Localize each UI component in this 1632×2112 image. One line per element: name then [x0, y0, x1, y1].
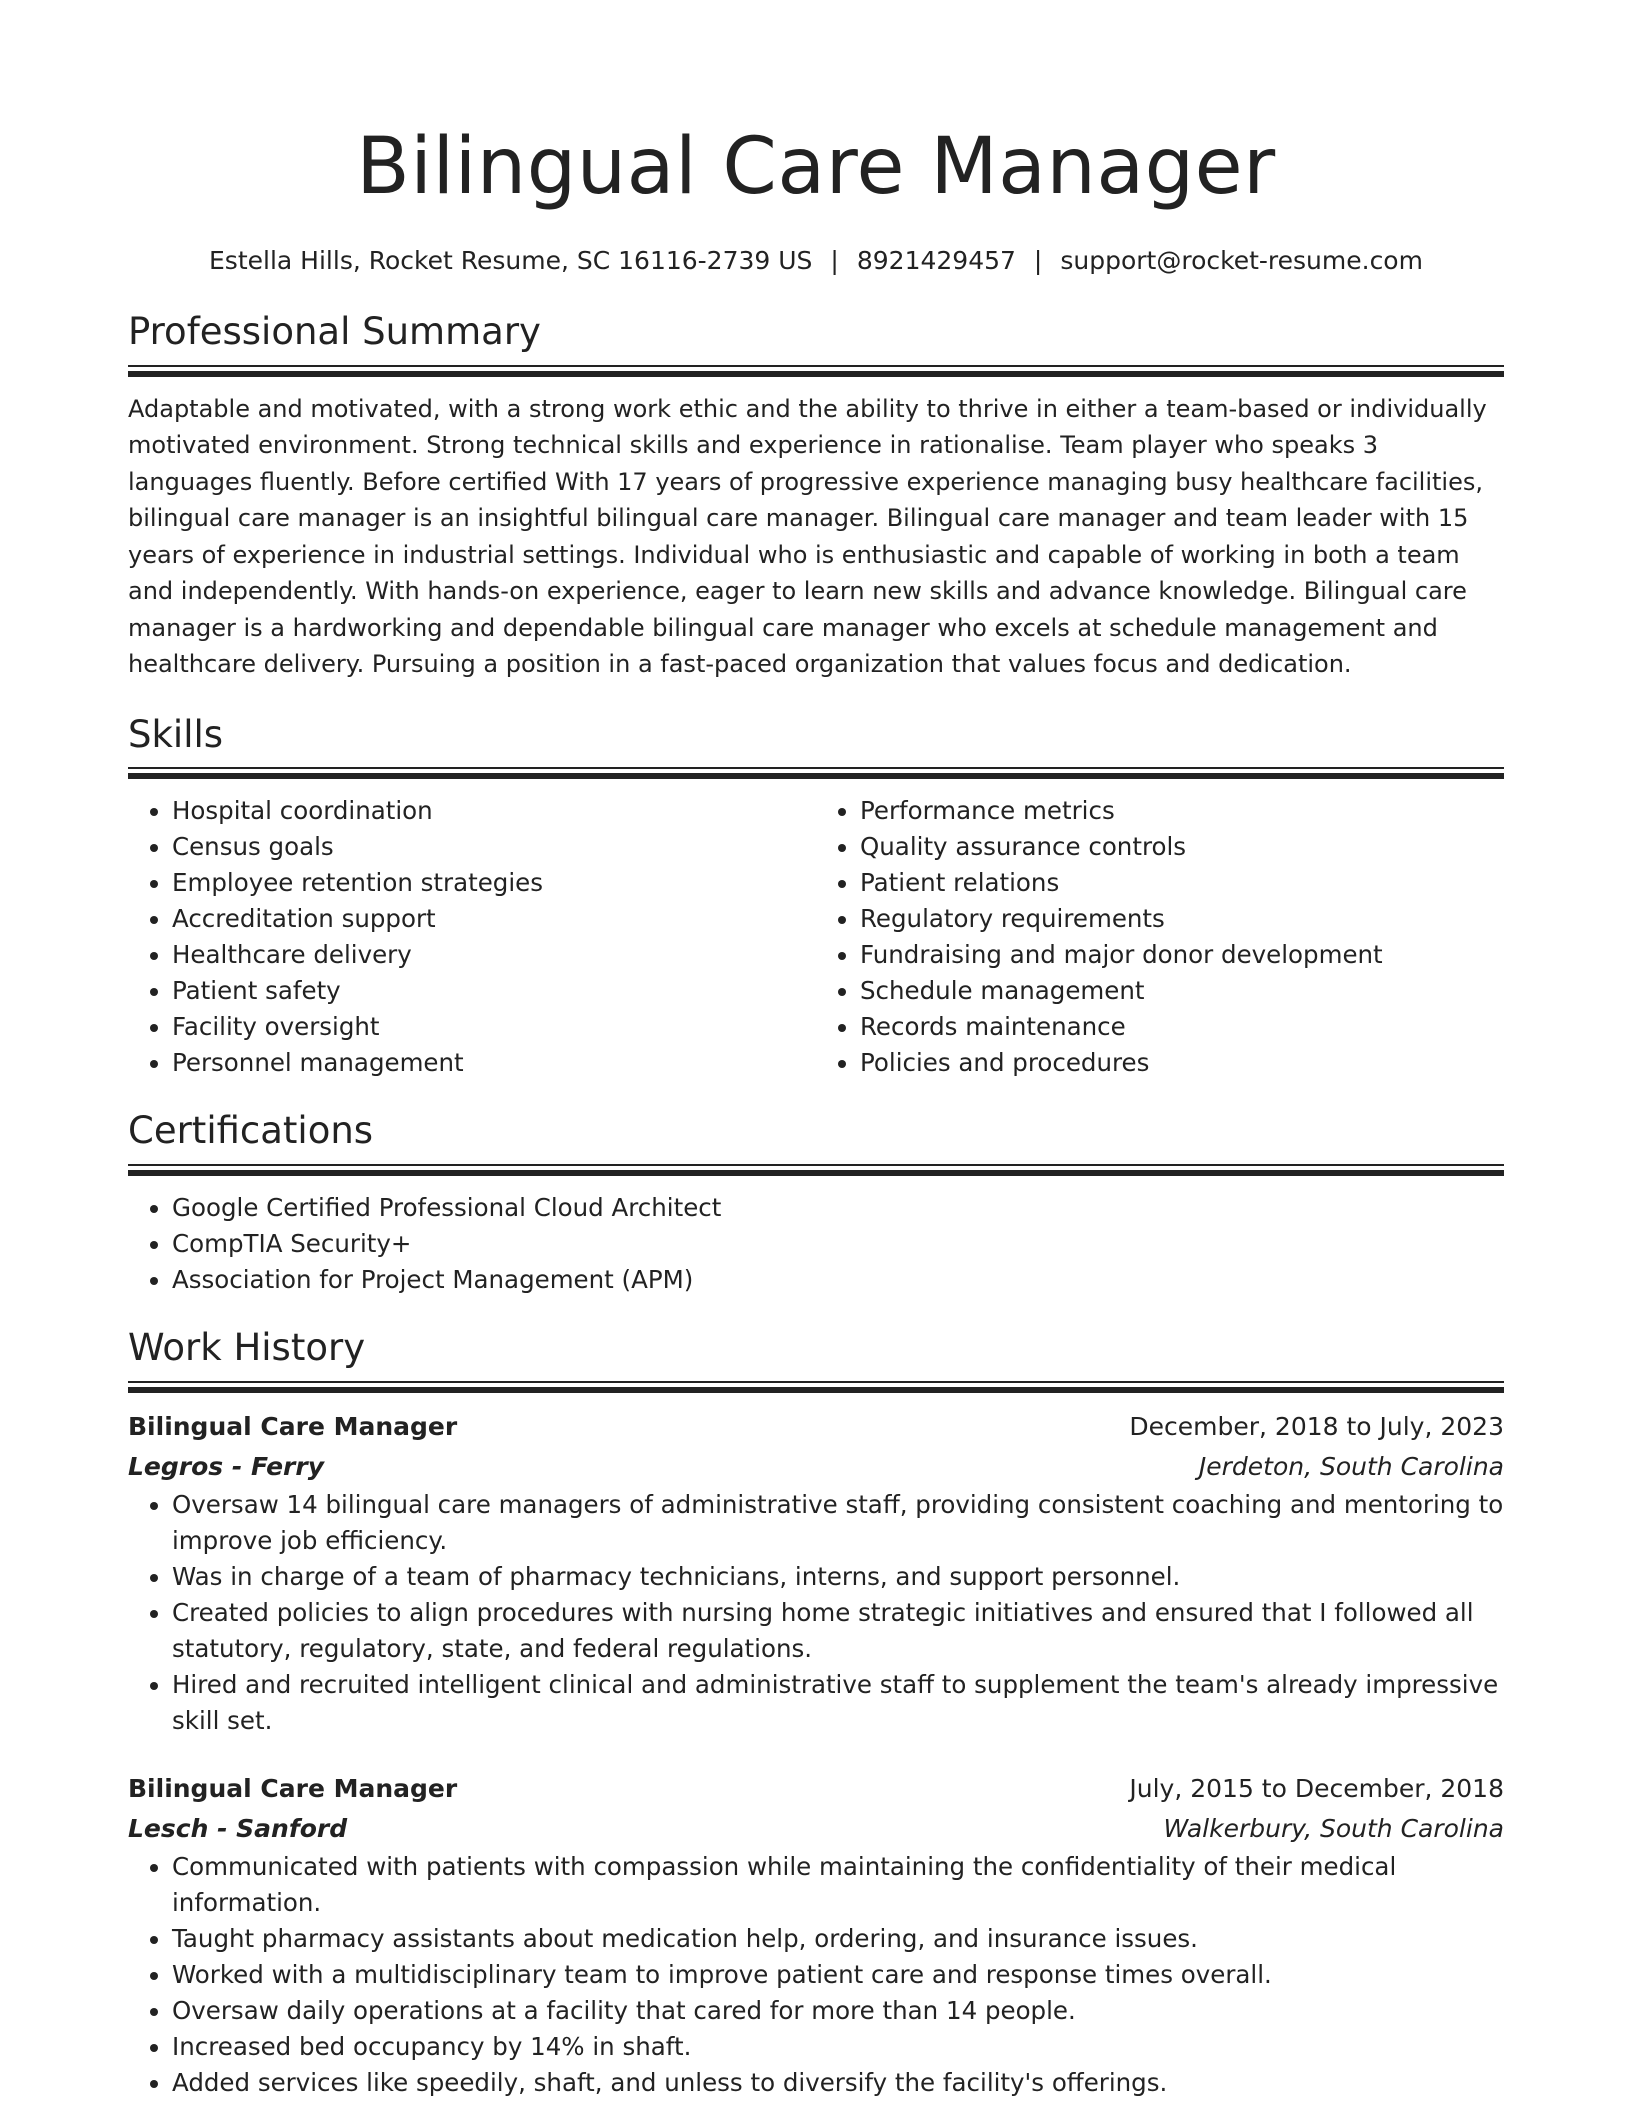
section-divider: [128, 365, 1504, 377]
job-title: Bilingual Care Manager: [128, 1773, 458, 1803]
contact-separator: |: [1033, 246, 1043, 275]
job-location: Walkerbury, South Carolina: [1163, 1813, 1504, 1843]
skill-item: • Census goals: [172, 829, 816, 865]
skills-grid: [128, 793, 1504, 1081]
skill-item: • Schedule management: [860, 973, 1504, 1009]
job-location: Jerdeton, South Carolina: [1198, 1451, 1504, 1481]
certification-item: • Association for Project Management (APM): [172, 1262, 1504, 1298]
skill-item: • Fundraising and major donor development: [860, 937, 1504, 973]
job-entry: [128, 1769, 1504, 2101]
skills-list-right: [816, 793, 1504, 1081]
job-bullets: [128, 1487, 1504, 1739]
contact-email: support@rocket-resume.com: [1060, 246, 1423, 275]
job-bullet: • Increased bed occupancy by 14% in shaft.: [172, 2029, 1504, 2065]
job-header: [128, 1769, 1504, 1809]
job-bullet: • Created policies to align procedures with nursing home strategic initiatives and ensured that I followed all statutory, regulatory, state, and federal regulations.: [172, 1595, 1504, 1667]
section-divider: [128, 1164, 1504, 1176]
job-bullet: • Taught pharmacy assistants about medication help, ordering, and insurance issues.: [172, 1921, 1504, 1957]
contact-address: Estella Hills, Rocket Resume, SC 16116-2739 US: [209, 246, 813, 275]
summary-text: Adaptable and motivated, with a strong work ethic and the ability to thrive in either a team-based or individually motivated environment. Strong technical skills and experience in rationalise. Team player who speaks 3 languages fluently. Before certified With 17 years of progressive experience managing busy healthcare facilities, bilingual care manager is an insightful bilingual care manager. Bilingual care manager and team leader with 15 years of experience in industrial settings. Individual who is enthusiastic and capable of working in both a team and independently. With hands-on experience, eager to learn new skills and advance knowledge. Bilingual care manager is a hardworking and dependable bilingual care manager who excels at schedule management and healthcare delivery. Pursuing a position in a fast-paced organization that values focus and dedication.: [128, 394, 1487, 679]
resume-title: Bilingual Care Manager: [356, 122, 1276, 212]
contact-phone: 8921429457: [856, 246, 1016, 275]
job-dates: July, 2015 to December, 2018: [1129, 1773, 1504, 1803]
certifications-list: [128, 1190, 1504, 1298]
skill-item: • Personnel management: [172, 1045, 816, 1081]
contact-separator: |: [830, 246, 839, 275]
skill-item: • Patient relations: [860, 865, 1504, 901]
job-header: [128, 1407, 1504, 1447]
job-bullet: • Hired and recruited intelligent clinical and administrative staff to supplement the team's already impressive skill set.: [172, 1667, 1504, 1739]
skill-item: • Policies and procedures: [860, 1045, 1504, 1081]
job-subheader: [128, 1809, 1504, 1849]
skills-section: [128, 712, 1504, 1082]
job-bullet: • Worked with a multidisciplinary team to improve patient care and response times overall.: [172, 1957, 1504, 1993]
section-divider: [128, 1381, 1504, 1393]
job-bullet: • Oversaw daily operations at a facility that cared for more than 14 people.: [172, 1993, 1504, 2029]
job-bullet: • Was in charge of a team of pharmacy technicians, interns, and support personnel.: [172, 1559, 1504, 1595]
job-bullet: • Communicated with patients with compassion while maintaining the confidentiality of their medical information.: [172, 1849, 1504, 1921]
work-history-heading: Work History: [128, 1326, 366, 1370]
job-entry: [128, 1407, 1504, 1739]
skill-item: • Healthcare delivery: [172, 937, 816, 973]
contact-line: [128, 246, 1504, 275]
work-history-section: [128, 1328, 1504, 2101]
summary-heading: Professional Summary: [128, 310, 541, 353]
job-dates: December, 2018 to July, 2023: [1129, 1411, 1504, 1441]
skill-item: • Hospital coordination: [172, 793, 816, 829]
skill-item: • Employee retention strategies: [172, 865, 816, 901]
job-title: Bilingual Care Manager: [128, 1411, 458, 1441]
skill-item: • Facility oversight: [172, 1009, 816, 1045]
skill-item: • Regulatory requirements: [860, 901, 1504, 937]
skills-list-left: [128, 793, 816, 1081]
resume-page: [128, 0, 1504, 2101]
section-divider: [128, 767, 1504, 779]
skill-item: • Accreditation support: [172, 901, 816, 937]
skills-heading: Skills: [128, 712, 224, 756]
job-company: Legros - Ferry: [128, 1451, 324, 1481]
skill-item: • Patient safety: [172, 973, 816, 1009]
skill-item: • Quality assurance controls: [860, 829, 1504, 865]
skill-item: • Performance metrics: [860, 793, 1504, 829]
job-bullets: [128, 1849, 1504, 2101]
job-company: Lesch - Sanford: [128, 1813, 348, 1843]
job-subheader: [128, 1447, 1504, 1487]
job-bullet: • Oversaw 14 bilingual care managers of administrative staff, providing consistent coaching and mentoring to improve job efficiency.: [172, 1487, 1504, 1559]
job-bullet: • Added services like speedily, shaft, and unless to diversify the facility's offerings.: [172, 2065, 1504, 2101]
certification-item: • Google Certified Professional Cloud Architect: [172, 1190, 1504, 1226]
summary-section: [128, 312, 1504, 683]
certifications-heading: Certifications: [128, 1109, 374, 1153]
certification-item: • CompTIA Security+: [172, 1226, 1504, 1262]
skill-item: • Records maintenance: [860, 1009, 1504, 1045]
certifications-section: [128, 1111, 1504, 1298]
